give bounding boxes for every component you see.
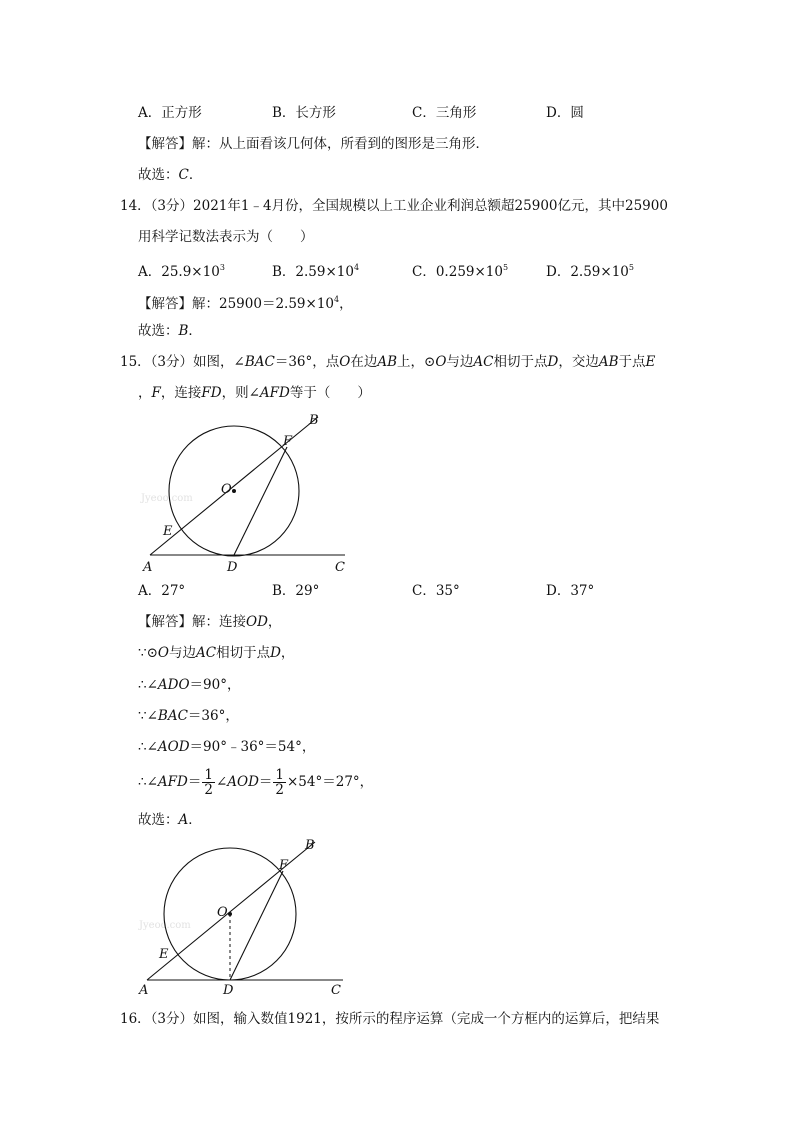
step-text: ∴∠: [138, 677, 158, 693]
q13-answer: [138, 135, 489, 153]
q13-option-c: C．三角形: [412, 105, 477, 121]
watermark: Jyeoo.com: [139, 920, 191, 931]
q14-option-b: [272, 259, 359, 281]
var: AOD: [157, 739, 190, 755]
label-c: C: [335, 560, 345, 575]
stem-text: ，: [138, 385, 152, 401]
option-mantissa: 2.59×10: [570, 264, 629, 280]
var: AFD: [259, 385, 290, 401]
label-f: F: [283, 434, 293, 449]
geometry-figure: [135, 405, 365, 577]
var: E: [645, 354, 656, 370]
label-a: A: [143, 560, 153, 575]
option-mantissa: 0.259×10: [435, 264, 503, 280]
q15-option-b: B．29°: [272, 583, 320, 599]
option-exponent: 5: [628, 263, 634, 272]
q13-option-d: D．圆: [546, 105, 584, 121]
answer-suffix: ，: [339, 296, 353, 312]
q13-option-a: A．正方形: [138, 105, 202, 121]
var: FD: [201, 385, 222, 401]
stem-text: ，则∠: [221, 385, 260, 401]
choice-prefix: 故选：: [138, 167, 179, 183]
answer-text: 解：25900＝2.59×10: [192, 296, 334, 312]
var: BAC: [157, 708, 188, 724]
q14-option-c: [412, 259, 508, 281]
step-text: 解：连接: [192, 614, 246, 630]
choice-letter: A: [178, 812, 189, 828]
step-text: ∠: [215, 774, 228, 790]
choice-letter: C: [178, 167, 189, 183]
label-f: F: [279, 858, 289, 873]
var: AB: [377, 354, 398, 370]
label-o: O: [221, 482, 232, 497]
option-mantissa: 2.59×10: [295, 264, 354, 280]
var: AFD: [157, 774, 188, 790]
var: BAC: [244, 354, 275, 370]
option-mantissa: 25.9×10: [161, 264, 220, 280]
stem-text: 15．（3分）如图，∠: [120, 354, 245, 370]
step-text: ＝90°，: [189, 677, 241, 693]
step-text: ＝36°，: [187, 708, 239, 724]
label-c: C: [331, 983, 341, 998]
q15-option-a: A．27°: [138, 583, 186, 599]
fraction-half: [273, 768, 286, 797]
stem-text: 与边: [446, 354, 474, 370]
q15-solution-6: [138, 768, 373, 797]
step-text: ×54°＝27°，: [287, 774, 374, 790]
choice-prefix: 故选：: [138, 323, 179, 339]
label-b: B: [309, 413, 319, 428]
denominator: 2: [275, 782, 284, 798]
step-text: ＝: [187, 774, 202, 790]
q15-option-d: D．37°: [546, 583, 595, 599]
stem-text: 在边: [350, 354, 378, 370]
var: AB: [598, 354, 619, 370]
q15-stem-line2: [138, 384, 371, 402]
center-dot: [232, 489, 236, 493]
var: ADO: [157, 677, 190, 693]
denominator: 2: [204, 782, 213, 798]
stem-text: ＝36°，点: [274, 354, 340, 370]
stem-text: 等于（ ）: [289, 385, 371, 401]
choice-prefix: 故选：: [138, 812, 179, 828]
q14-option-a: [138, 259, 225, 281]
q15-option-c: C．35°: [412, 583, 460, 599]
var: AOD: [227, 774, 259, 790]
var: OD: [246, 614, 268, 630]
step-text: ∵∠: [138, 708, 158, 724]
label-e: E: [159, 947, 169, 962]
stem-text: 于点: [618, 354, 646, 370]
step-text: ∴∠: [138, 739, 158, 755]
choice-letter: B: [178, 323, 189, 339]
q15-solution-2: [138, 644, 294, 662]
var: F: [151, 385, 161, 401]
var: D: [547, 354, 559, 370]
line-fd: [230, 871, 283, 980]
step-text: ，: [267, 614, 282, 630]
q13-choice: [138, 166, 202, 184]
var: AC: [195, 645, 217, 661]
option-letter: C．: [412, 264, 436, 280]
center-dot: [228, 912, 232, 916]
line-ab: [150, 417, 318, 555]
step-text: ＝: [258, 774, 273, 790]
q15-solution-5: [138, 738, 315, 756]
step-text: ＝90°﹣36°＝54°，: [189, 739, 316, 755]
q15-stem-line1: [120, 353, 655, 371]
choice-suffix: ．: [188, 167, 203, 183]
label-a: A: [139, 983, 149, 998]
stem-text: 上，⊙: [397, 354, 436, 370]
numerator: 1: [275, 767, 284, 783]
q14-choice: [138, 322, 202, 340]
option-letter: B．: [272, 264, 296, 280]
var: D: [270, 645, 281, 661]
q15-solution-4: [138, 707, 239, 725]
q15-solution-1: [138, 613, 281, 631]
q13-option-b: B．长方形: [272, 105, 336, 121]
line-ab: [147, 842, 315, 980]
var: O: [435, 354, 447, 370]
answer-exponent: 4: [334, 295, 340, 304]
label-e: E: [163, 524, 173, 539]
label-b: B: [305, 838, 315, 853]
option-letter: A．: [138, 264, 162, 280]
q16-stem-line1: 16．（3分）如图，输入数值1921，按所示的程序运算（完成一个方框内的运算后，把结果: [120, 1011, 660, 1027]
watermark: Jyeoo.com: [141, 493, 193, 504]
answer-text: 解：从上面看该几何体，所看到的图形是三角形．: [192, 136, 489, 152]
answer-tag: 【解答】: [138, 136, 192, 152]
var: AC: [473, 354, 494, 370]
stem-text: 相切于点: [493, 354, 548, 370]
choice-suffix: ．: [188, 812, 202, 828]
answer-tag: 【解答】: [138, 614, 192, 630]
step-text: ∵⊙: [138, 645, 158, 661]
q14-option-d: [546, 259, 634, 281]
label-d: D: [227, 560, 238, 575]
numerator: 1: [204, 767, 213, 783]
q15-choice: [138, 811, 202, 829]
label-o: O: [217, 905, 228, 920]
option-letter: D．: [546, 264, 571, 280]
step-text: ∴∠: [138, 774, 158, 790]
q15-solution-3: [138, 676, 240, 694]
q14-stem-line2: 用科学记数法表示为（ ）: [138, 229, 314, 245]
option-exponent: 4: [353, 263, 360, 272]
answer-tag: 【解答】: [138, 296, 192, 312]
var: O: [339, 354, 351, 370]
q14-stem-line1: 14．（3分）2021年1﹣4月份，全国规模以上工业企业利润总额超25900亿元，其中25900: [120, 198, 668, 214]
option-exponent: 3: [219, 263, 225, 272]
option-exponent: 5: [502, 263, 509, 272]
choice-suffix: ．: [188, 323, 202, 339]
label-d: D: [223, 983, 234, 998]
stem-text: ，连接: [160, 385, 202, 401]
q14-answer: [138, 291, 353, 313]
step-text: ，: [280, 645, 295, 661]
solution-figure: [133, 832, 363, 1004]
var: O: [157, 645, 169, 661]
stem-text: ，交边: [558, 354, 599, 370]
step-text: 相切于点: [216, 645, 271, 661]
step-text: 与边: [168, 645, 196, 661]
fraction-half: [202, 768, 215, 797]
line-fd: [234, 447, 287, 555]
